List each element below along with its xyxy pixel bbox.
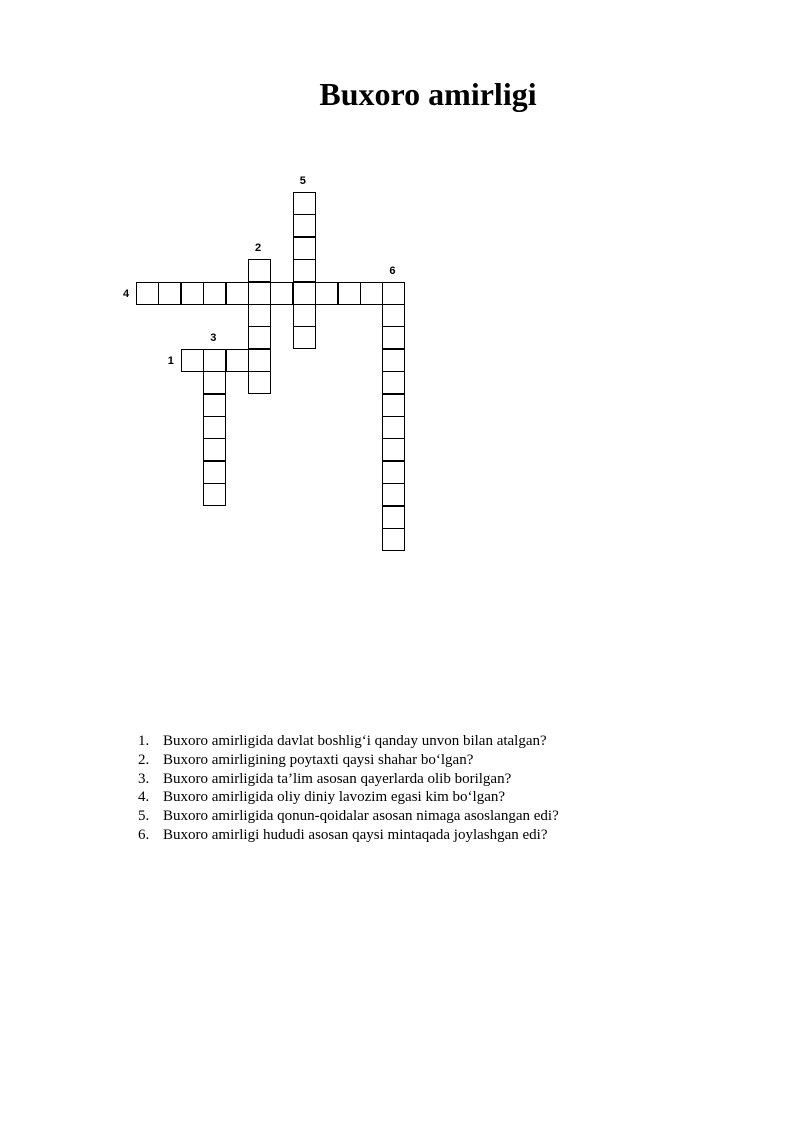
crossword-cell[interactable] bbox=[382, 438, 405, 461]
crossword-cell[interactable] bbox=[338, 282, 361, 305]
crossword-cell[interactable] bbox=[293, 192, 316, 215]
crossword-cell[interactable] bbox=[181, 282, 204, 305]
crossword-cell[interactable] bbox=[382, 506, 405, 529]
clue-number-label: 6 bbox=[389, 264, 396, 277]
crossword-cell[interactable] bbox=[203, 282, 226, 305]
clue-number-label: 4 bbox=[123, 287, 130, 300]
clue-item bbox=[138, 826, 559, 845]
crossword-cell[interactable] bbox=[382, 483, 405, 506]
crossword-cell[interactable] bbox=[248, 259, 271, 282]
crossword-cell[interactable] bbox=[382, 528, 405, 551]
crossword-cell[interactable] bbox=[203, 483, 226, 506]
crossword-cell[interactable] bbox=[203, 438, 226, 461]
crossword-cell[interactable] bbox=[248, 282, 271, 305]
crossword-cell[interactable] bbox=[382, 282, 405, 305]
clue-number-label: 3 bbox=[210, 331, 217, 344]
clue-number: 2. bbox=[138, 751, 150, 768]
clue-item bbox=[138, 732, 559, 751]
clue-list bbox=[138, 732, 559, 845]
crossword-cell[interactable] bbox=[293, 304, 316, 327]
crossword-cell[interactable] bbox=[226, 349, 249, 372]
clue-number: 3. bbox=[138, 770, 150, 787]
crossword-cell[interactable] bbox=[248, 304, 271, 327]
clue-item bbox=[138, 770, 559, 789]
crossword-cell[interactable] bbox=[382, 326, 405, 349]
crossword-cell[interactable] bbox=[248, 349, 271, 372]
crossword-cell[interactable] bbox=[136, 282, 159, 305]
crossword-cell[interactable] bbox=[382, 394, 405, 417]
clue-text: Buxoro amirligida ta’lim asosan qayerlarda olib borilgan? bbox=[163, 770, 512, 787]
clue-number: 4. bbox=[138, 789, 150, 806]
clue-text: Buxoro amirligida davlat boshlig‘i qanday unvon bilan atalgan? bbox=[163, 733, 547, 749]
clue-item bbox=[138, 788, 559, 807]
page-title: Buxoro amirligi bbox=[319, 76, 537, 112]
clue-text: Buxoro amirligi hududi asosan qaysi mintaqada joylashgan edi? bbox=[163, 826, 548, 843]
clue-text: Buxoro amirligida qonun-qoidalar asosan nimaga asoslangan edi? bbox=[163, 808, 559, 825]
crossword-cell[interactable] bbox=[203, 349, 226, 372]
crossword-cell[interactable] bbox=[293, 214, 316, 237]
clue-item bbox=[138, 807, 559, 826]
crossword-cell[interactable] bbox=[382, 461, 405, 484]
clue-number-label: 5 bbox=[299, 175, 306, 187]
clue-item bbox=[138, 751, 559, 770]
clue-number: 1. bbox=[138, 733, 150, 749]
crossword-cell[interactable] bbox=[203, 416, 226, 439]
crossword-cell[interactable] bbox=[293, 237, 316, 260]
crossword-cell[interactable] bbox=[360, 282, 383, 305]
clue-number: 6. bbox=[138, 826, 150, 843]
crossword-cell[interactable] bbox=[248, 371, 271, 394]
crossword-cell[interactable] bbox=[293, 326, 316, 349]
crossword-cell[interactable] bbox=[293, 282, 316, 305]
crossword-cell[interactable] bbox=[382, 349, 405, 372]
crossword-cell[interactable] bbox=[203, 394, 226, 417]
crossword-cell[interactable] bbox=[158, 282, 181, 305]
crossword-cell[interactable] bbox=[293, 259, 316, 282]
crossword-cell[interactable] bbox=[248, 326, 271, 349]
clue-text: Buxoro amirligida oliy diniy lavozim egasi kim bo‘lgan? bbox=[163, 789, 506, 806]
crossword-cell[interactable] bbox=[382, 416, 405, 439]
crossword-cell[interactable] bbox=[270, 282, 293, 305]
crossword-cell[interactable] bbox=[181, 349, 204, 372]
crossword-cell[interactable] bbox=[382, 304, 405, 327]
clue-number-label: 1 bbox=[167, 354, 174, 367]
clue-number-label: 2 bbox=[255, 242, 262, 255]
crossword-cell[interactable] bbox=[203, 461, 226, 484]
crossword-cell[interactable] bbox=[315, 282, 338, 305]
clue-number: 5. bbox=[138, 808, 150, 825]
crossword-cell[interactable] bbox=[382, 371, 405, 394]
clue-text: Buxoro amirligining poytaxti qaysi shahar bo‘lgan? bbox=[163, 751, 474, 768]
crossword-cell[interactable] bbox=[226, 282, 249, 305]
crossword-cell[interactable] bbox=[203, 371, 226, 394]
